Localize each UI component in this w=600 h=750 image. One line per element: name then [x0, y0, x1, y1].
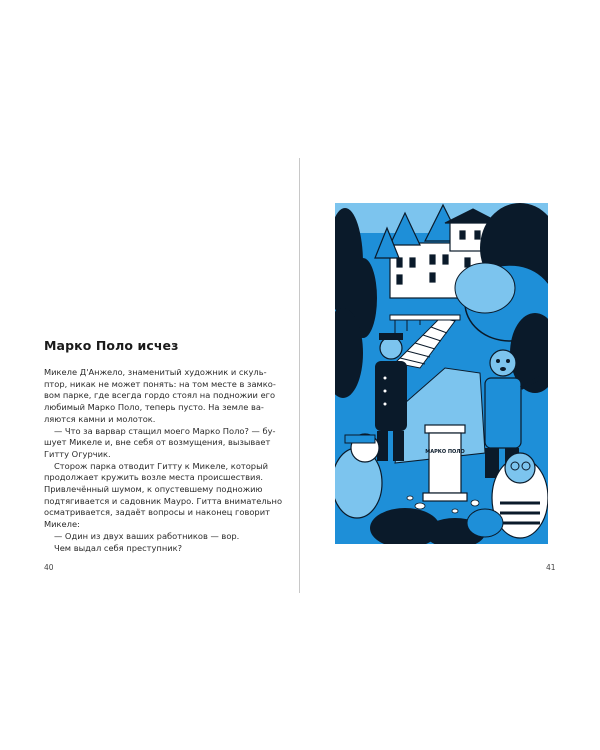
text-line: — Один из двух ваших работников — вор.: [54, 530, 240, 541]
paragraph: [44, 460, 283, 531]
chapter-title: Марко Поло исчез: [44, 338, 179, 353]
body-text: [44, 367, 283, 554]
pedestal-sign: МАРКО ПОЛО: [425, 449, 465, 455]
text-line: продолжает кружить возле места происшествия.: [44, 472, 264, 483]
text-line: любимый Марко Поло, теперь пусто. На земле ва-: [44, 402, 264, 413]
text-line: Микеле Д'Анжело, знаменитый художник и скуль-: [44, 367, 267, 377]
text-line: Чем выдал себя преступник?: [54, 542, 183, 553]
left-page: [44, 338, 283, 554]
page-number-right: 41: [546, 563, 556, 572]
text-line: ляются камни и молоток.: [44, 413, 156, 424]
empty-pedestal: [423, 425, 467, 501]
paragraph: [44, 425, 276, 461]
text-line: вом парке, где всегда гордо стоял на подножии его: [44, 390, 276, 401]
text-line: подтягивается и садовник Мауро. Гитта внимательно: [44, 495, 283, 506]
text-line: Гитту Огурчик.: [44, 448, 111, 459]
paragraph: [44, 543, 268, 555]
paragraph: [44, 367, 276, 426]
illustration: [335, 203, 548, 544]
text-line: птор, никак не может понять: на том месте в замко-: [44, 378, 276, 389]
illustration-svg: [335, 203, 548, 544]
text-line: Привлечённый шумом, к опустевшему подножию: [44, 484, 263, 495]
text-line: — Что за варвар стащил моего Марко Поло? — бу-: [54, 425, 276, 436]
text-line: осматривается, задаёт вопросы и наконец говорит: [44, 507, 270, 518]
page-number-left: 40: [44, 563, 54, 572]
text-line: Микеле:: [44, 519, 80, 530]
paragraph: [44, 531, 268, 543]
text-line: Сторож парка отводит Гитту к Микеле, который: [54, 460, 269, 471]
text-line: шует Микеле и, вне себя от возмущения, вызывает: [44, 437, 271, 448]
page-gutter: [299, 158, 300, 593]
